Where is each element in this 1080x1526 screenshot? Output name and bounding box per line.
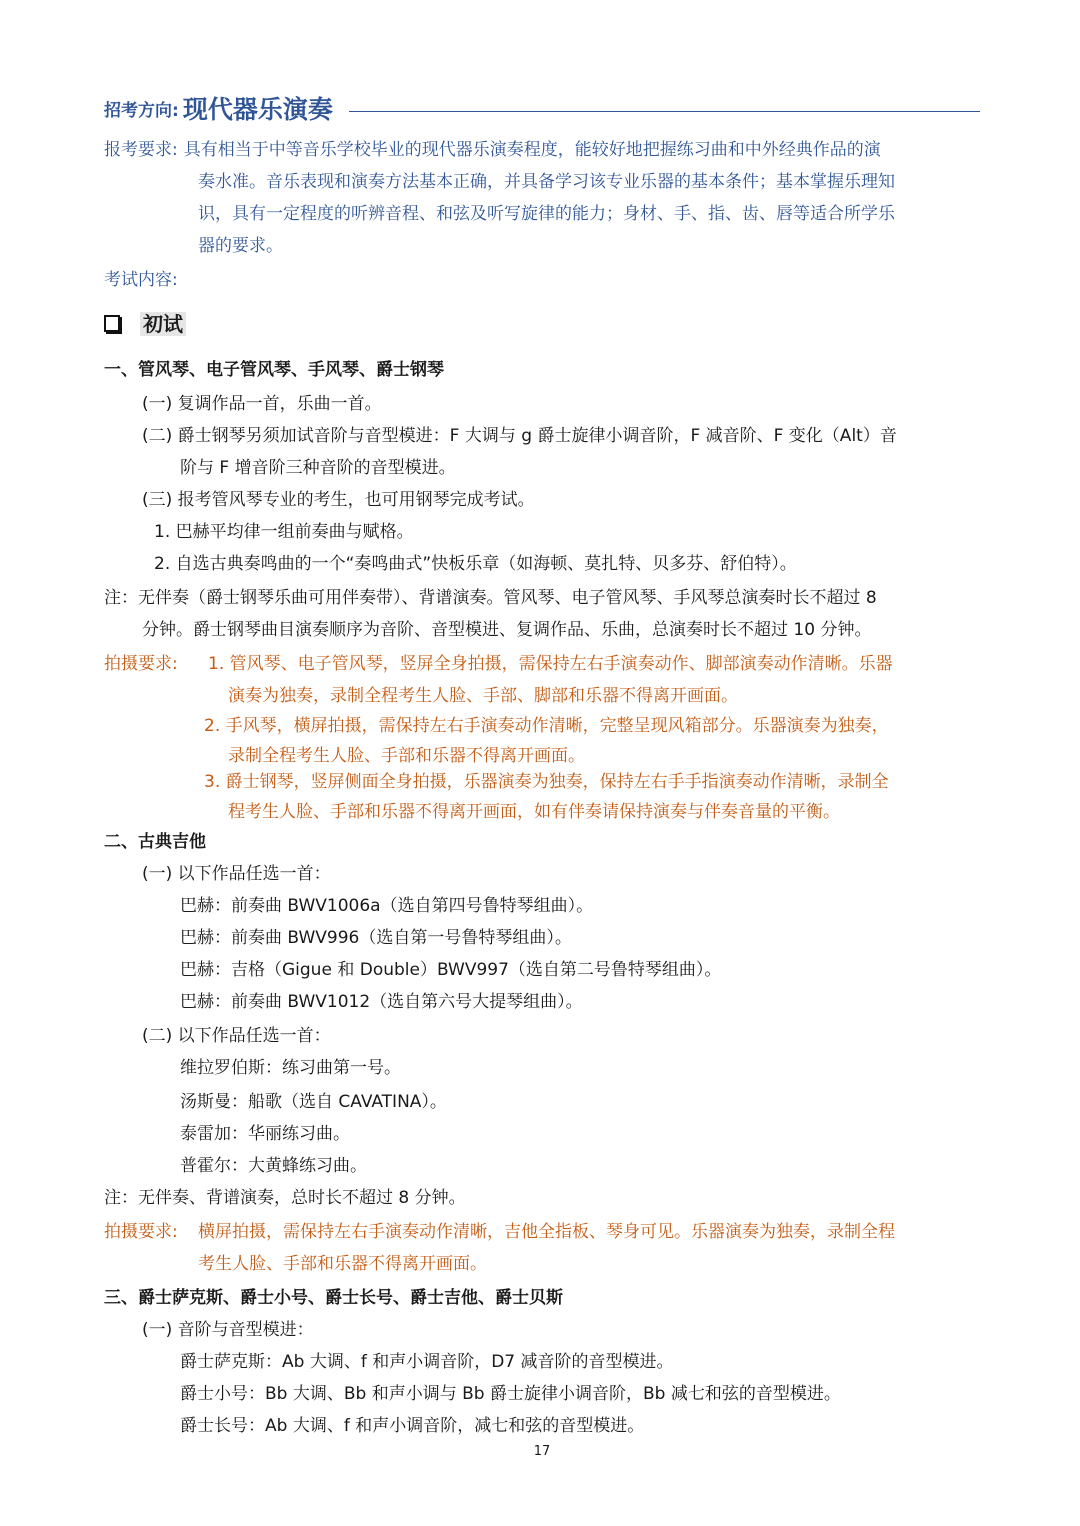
s2-work-1: 巴赫：前奏曲 BWV1006a（选自第四号鲁特琴组曲）。: [180, 896, 594, 916]
s2-shoot-b: 考生人脸、手部和乐器不得离开画面。: [198, 1254, 487, 1274]
round-heading: [104, 308, 186, 340]
s1-item-2b: 阶与 F 增音阶三种音阶的音型模进。: [180, 458, 456, 478]
s2-title: 二、古典吉他: [104, 832, 206, 852]
checkbox-icon: [104, 315, 120, 332]
s3-title: 三、爵士萨克斯、爵士小号、爵士长号、爵士吉他、爵士贝斯: [104, 1288, 563, 1308]
section-header: [104, 88, 980, 128]
s1-item-2a: (二) 爵士钢琴另须加试音阶与音型模进：F 大调与 g 爵士旋律小调音阶，F 减音阶、F 变化（Alt）音: [142, 426, 897, 446]
page-number: 17: [533, 1444, 551, 1459]
requirements-line-2: 奏水准。音乐表现和演奏方法基本正确，并具备学习该专业乐器的基本条件；基本掌握乐理知: [198, 172, 895, 192]
s1-item-1: (一) 复调作品一首，乐曲一首。: [142, 394, 382, 414]
s1-title: 一、管风琴、电子管风琴、手风琴、爵士钢琴: [104, 360, 444, 380]
s1-shoot-3a: 3. 爵士钢琴，竖屏侧面全身拍摄，乐器演奏为独奏，保持左右手手指演奏动作清晰，录制全: [204, 772, 889, 792]
exam-content-label: 考试内容:: [104, 270, 178, 290]
header-rule: [349, 111, 980, 112]
s1-sub-1: 1. 巴赫平均律一组前奏曲与赋格。: [154, 522, 414, 542]
s2-shoot-label: 拍摄要求:: [104, 1222, 178, 1242]
s1-shoot-1b: 演奏为独奏，录制全程考生人脸、手部、脚部和乐器不得离开画面。: [228, 686, 738, 706]
s2-work-7: 泰雷加：华丽练习曲。: [180, 1124, 350, 1144]
s1-sub-2: 2. 自选古典奏鸣曲的一个“奏鸣曲式”快板乐章（如海顿、莫扎特、贝多芬、舒伯特）。: [154, 554, 797, 574]
s3-work-1: 爵士萨克斯：Ab 大调、f 和声小调音阶，D7 减音阶的音型模进。: [180, 1352, 674, 1372]
requirements-line-1: [104, 134, 881, 166]
s3-item-1: (一) 音阶与音型模进：: [142, 1320, 314, 1340]
s1-note-b: 分钟。爵士钢琴曲目演奏顺序为音阶、音型模进、复调作品、乐曲，总演奏时长不超过 10 分钟。: [142, 620, 872, 640]
header-title: 现代器乐演奏: [182, 95, 333, 124]
round-title: 初试: [140, 312, 186, 336]
requirements-text-1: 具有相当于中等音乐学校毕业的现代器乐演奏程度，能较好地把握练习曲和中外经典作品的演: [183, 140, 881, 160]
s2-item-2: (二) 以下作品任选一首：: [142, 1026, 331, 1046]
s1-shoot-3b: 程考生人脸、手部和乐器不得离开画面，如有伴奏请保持演奏与伴奏音量的平衡。: [228, 802, 840, 822]
document-page: [104, 0, 980, 1526]
requirements-label: 报考要求:: [104, 140, 178, 160]
requirements-line-3: 识，具有一定程度的听辨音程、和弦及听写旋律的能力；身材、手、指、齿、唇等适合所学乐: [198, 204, 895, 224]
s2-work-2: 巴赫：前奏曲 BWV996（选自第一号鲁特琴组曲）。: [180, 928, 572, 948]
s1-shoot-2b: 录制全程考生人脸、手部和乐器不得离开画面。: [228, 746, 585, 766]
s3-work-3: 爵士长号：Ab 大调、f 和声小调音阶，减七和弦的音型模进。: [180, 1416, 645, 1436]
requirements-line-4: 器的要求。: [198, 236, 283, 256]
s2-item-1: (一) 以下作品任选一首：: [142, 864, 331, 884]
s2-work-8: 普霍尔：大黄蜂练习曲。: [180, 1156, 367, 1176]
s2-note: 注：无伴奏、背谱演奏，总时长不超过 8 分钟。: [104, 1188, 466, 1208]
s2-work-5: 维拉罗伯斯：练习曲第一号。: [180, 1058, 401, 1078]
s1-item-3: (三) 报考管风琴专业的考生，也可用钢琴完成考试。: [142, 490, 535, 510]
s1-shoot-2a: 2. 手风琴，横屏拍摄，需保持左右手演奏动作清晰，完整呈现风箱部分。乐器演奏为独奏，: [204, 716, 889, 736]
s2-shoot-a: 横屏拍摄，需保持左右手演奏动作清晰，吉他全指板、琴身可见。乐器演奏为独奏，录制全程: [198, 1222, 895, 1242]
header-label: 招考方向:: [104, 100, 179, 121]
s2-work-4: 巴赫：前奏曲 BWV1012（选自第六号大提琴组曲）。: [180, 992, 583, 1012]
s1-shoot-1a: 1. 管风琴、电子管风琴，竖屏全身拍摄，需保持左右手演奏动作、脚部演奏动作清晰。乐器: [208, 654, 893, 674]
s2-work-6: 汤斯曼：船歌（选自 CAVATINA）。: [180, 1092, 447, 1112]
s2-work-3: 巴赫：吉格（Gigue 和 Double）BWV997（选自第二号鲁特琴组曲）。: [180, 960, 722, 980]
s3-work-2: 爵士小号：Bb 大调、Bb 和声小调与 Bb 爵士旋律小调音阶，Bb 减七和弦的音型模进。: [180, 1384, 841, 1404]
s1-note-a: 注：无伴奏（爵士钢琴乐曲可用伴奏带）、背谱演奏。管风琴、电子管风琴、手风琴总演奏时长不超过 8: [104, 588, 877, 608]
s1-shoot-label: 拍摄要求:: [104, 654, 178, 674]
